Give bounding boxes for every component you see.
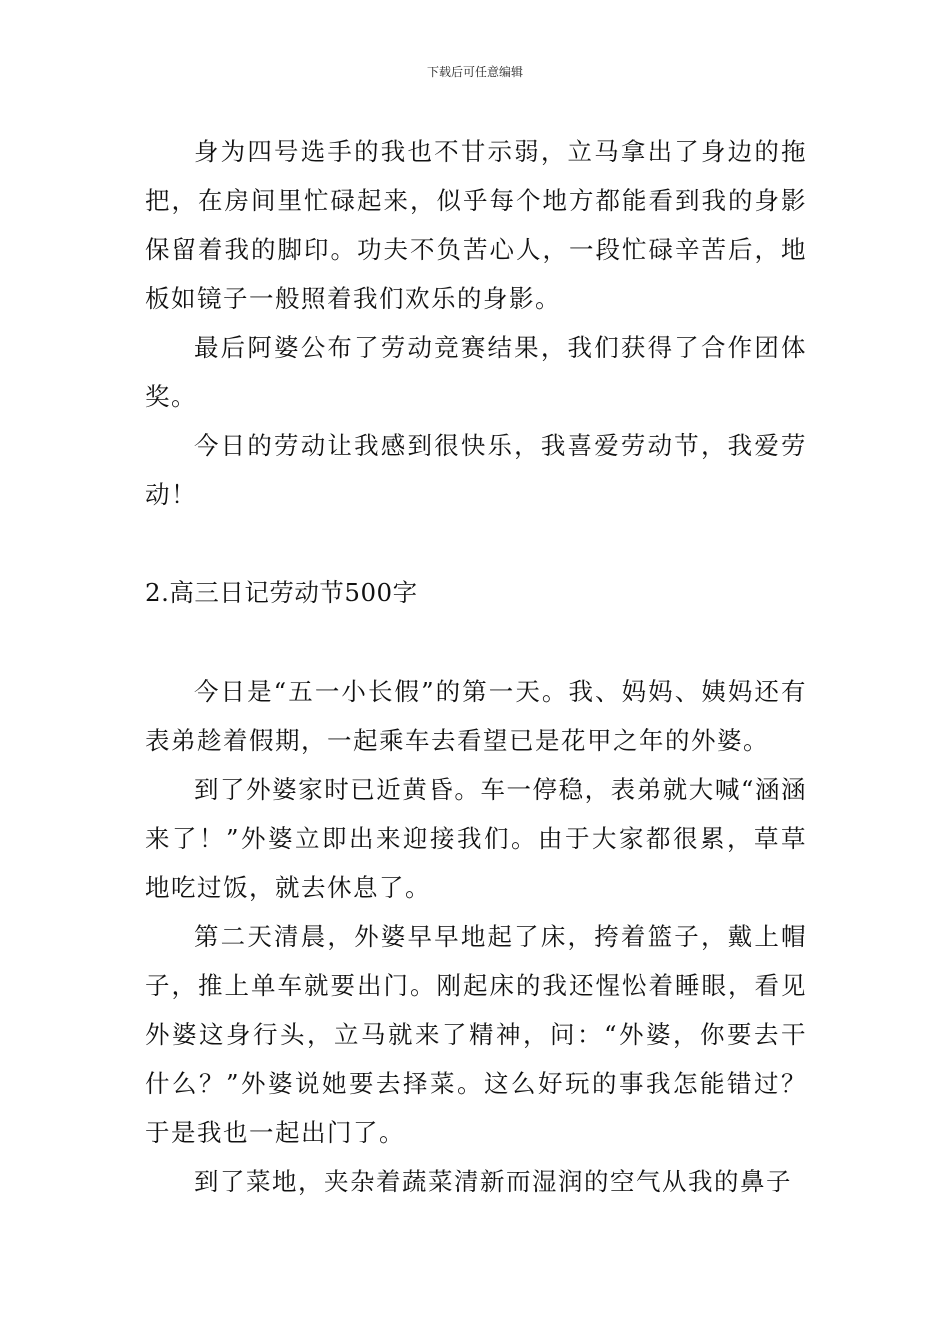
paragraph: 第二天清晨，外婆早早地起了床，挎着篮子，戴上帽子，推上单车就要出门。刚起床的我还惺忪着睡眼，看见外婆这身行头，立马就来了精神，问：“外婆，你要去干什么？”外婆说她要去择菜。这么好玩的事我怎能错过？于是我也一起出门了。 xyxy=(145,922,807,1147)
spacer xyxy=(145,519,807,568)
spacer xyxy=(145,617,807,667)
paragraph: 身为四号选手的我也不甘示弱，立马拿出了身边的拖把，在房间里忙碌起来，似乎每个地方都能看到我的身影保留着我的脚印。功夫不负苦心人，一段忙碌辛苦后，地板如镜子一般照着我们欢乐的身影。 xyxy=(145,137,807,313)
document-body xyxy=(145,127,807,1206)
section-heading: 2.高三日记劳动节500字 xyxy=(145,578,418,607)
paragraph: 今日的劳动让我感到很快乐，我喜爱劳动节，我爱劳动！ xyxy=(145,431,807,509)
page-header: 下载后可任意编辑 xyxy=(426,65,523,79)
paragraph: 到了外婆家时已近黄昏。车一停稳，表弟就大喊“涵涵来了！”外婆立即出来迎接我们。由于大家都很累，草草地吃过饭，就去休息了。 xyxy=(145,775,807,902)
paragraph: 到了菜地，夹杂着蔬菜清新而湿润的空气从我的鼻子 xyxy=(194,1167,792,1196)
paragraph: 最后阿婆公布了劳动竞赛结果，我们获得了合作团体奖。 xyxy=(145,333,807,411)
paragraph: 今日是“五一小长假”的第一天。我、妈妈、姨妈还有表弟趁着假期，一起乘车去看望已是花甲之年的外婆。 xyxy=(145,677,807,755)
